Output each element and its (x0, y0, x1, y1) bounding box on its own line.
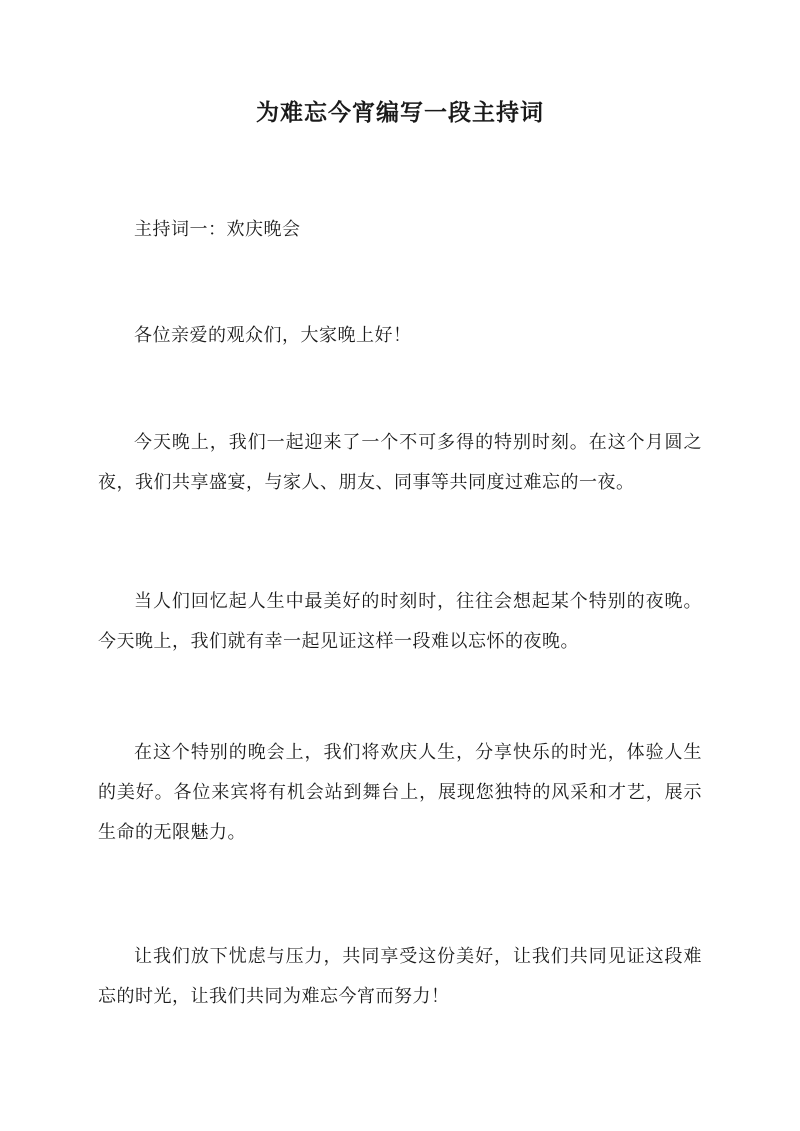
body-paragraph-4: 让我们放下忧虑与压力，共同享受这份美好，让我们共同见证这段难忘的时光，让我们共同为难忘今宵而努力！ (98, 946, 702, 1007)
greeting-paragraph: 各位亲爱的观众们，大家晚上好！ (134, 325, 412, 346)
body-paragraph-2: 当人们回忆起人生中最美好的时刻时，往往会想起某个特别的夜晚。今天晚上，我们就有幸一起见证这样一段难以忘怀的夜晚。 (98, 591, 702, 652)
body-paragraph-1: 今天晚上，我们一起迎来了一个不可多得的特别时刻。在这个月圆之夜，我们共享盛宴，与家人、朋友、同事等共同度过难忘的一夜。 (98, 432, 702, 493)
section-heading: 主持词一：欢庆晚会 (134, 219, 301, 240)
document-title: 为难忘今宵编写一段主持词 (256, 99, 544, 126)
body-paragraph-3: 在这个特别的晚会上，我们将欢庆人生，分享快乐的时光，体验人生的美好。各位来宾将有机会站到舞台上，展现您独特的风采和才艺，展示生命的无限魅力。 (98, 742, 702, 843)
